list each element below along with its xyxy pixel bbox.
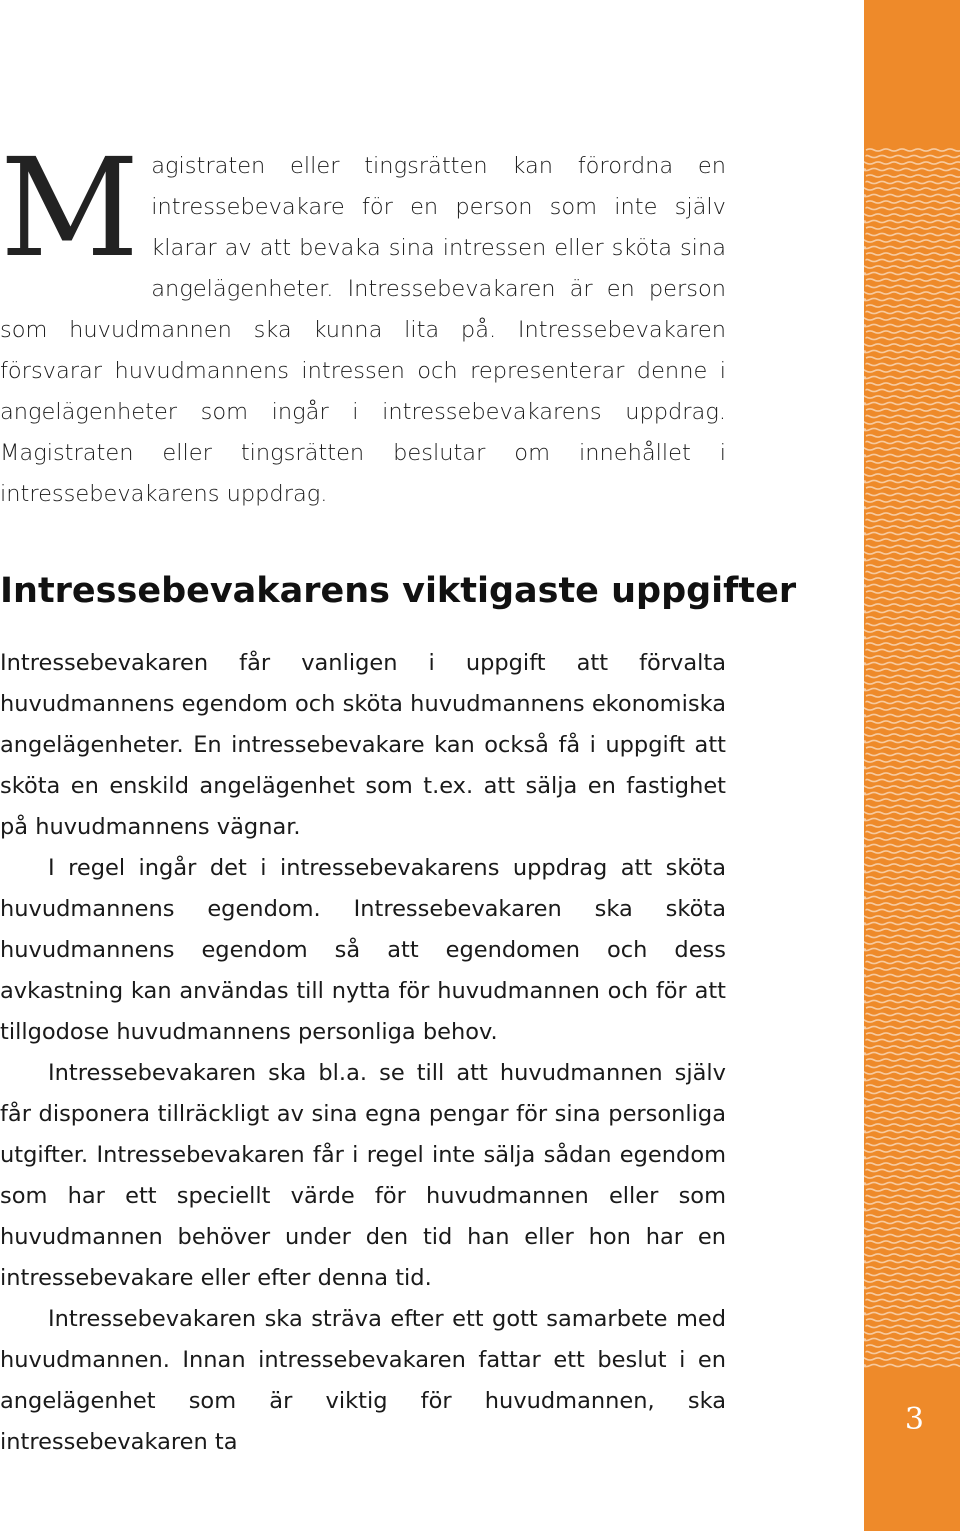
wave-line [864,1156,960,1158]
wave-line [866,1111,960,1113]
wave-line [864,506,960,508]
wave-line [864,968,960,970]
intro-text: agistraten eller tingsrätten kan förordna en intressebevakare för en person som inte själv klarar av att bevaka sina intressen eller sköta sina angelägenheter. Intressebevakaren är en person som huvudmannen ska kunna lita på. Intressebevakaren försvarar huvudmannens intressen och representerar denne i angelägenheter som ingår i intressebevakarens uppdrag. Magistraten eller tingsrätten beslutar om innehållet i intressebevakarens uppdrag. [0,153,726,507]
wave-line [866,1163,960,1165]
wave-line [864,448,960,450]
wave-line [866,389,960,391]
wave-line [864,812,960,814]
wave-line [864,1208,960,1210]
wave-line [866,877,960,879]
wave-line [864,1332,960,1334]
page-content [0,130,797,1463]
wave-line [866,623,960,625]
wave-line [864,552,960,554]
wave-line [866,227,960,229]
wave-line [864,162,960,164]
wave-line [864,974,960,976]
wave-line [866,929,960,931]
wave-line [866,467,960,469]
wave-line [866,207,960,209]
wave-line [866,1195,960,1197]
wave-line [864,916,960,918]
wave-line [866,851,960,853]
wave-line [866,773,960,775]
body-paragraph-1: Intressebevakaren får vanligen i uppgift att förvalta huvudmannens egendom och sköta huvudmannens ekonomiska angelägenheter. En intressebevakare kan också få i uppgift att sköta en enskild angelägenhet som t.ex. att sälja en fastighet på huvudmannens vägnar. [0,650,726,840]
wave-line [864,740,960,742]
wave-line [864,240,960,242]
wave-line [866,1013,960,1015]
wave-line [864,922,960,924]
wave-line [866,1325,960,1327]
wave-line [866,825,960,827]
wave-line [864,246,960,248]
wave-line [866,149,960,151]
wave-line [866,357,960,359]
body-paragraph-4: Intressebevakaren ska sträva efter ett gott samarbete med huvudmannen. Innan intressebevakaren fattar ett beslut i en angelägenhet som är viktig för huvudmannen, ska intressebevakaren ta [0,1306,726,1455]
orange-sidebar [864,0,960,1531]
wave-line [866,747,960,749]
wave-line [864,298,960,300]
wave-line [866,727,960,729]
wave-line [864,786,960,788]
wave-line [866,1351,960,1353]
wave-line [864,948,960,950]
wave-line [866,669,960,671]
wave-line [866,903,960,905]
wave-line [866,1117,960,1119]
wave-line [864,844,960,846]
wave-line [864,1364,960,1366]
wave-line [864,532,960,534]
wave-line [866,779,960,781]
wave-line [864,896,960,898]
wave-line [866,675,960,677]
wave-line [864,1104,960,1106]
wave-line [866,493,960,495]
wave-line [864,838,960,840]
wave-line [864,1150,960,1152]
wave-line [864,610,960,612]
wave-line [864,708,960,710]
wave-line [866,591,960,593]
wave-line [866,701,960,703]
wave-line [866,519,960,521]
wave-line [866,1241,960,1243]
wave-line [864,578,960,580]
wave-line [866,461,960,463]
wave-line [866,155,960,157]
wave-line [866,955,960,957]
wave-line [864,318,960,320]
wave-line [866,753,960,755]
wave-line [866,337,960,339]
wave-line [864,1052,960,1054]
wave-line [866,1221,960,1223]
wave-line [866,1085,960,1087]
wave-line [866,597,960,599]
wave-line [866,1215,960,1217]
wave-line [864,994,960,996]
wave-line [866,831,960,833]
wave-line [866,545,960,547]
wave-line [866,441,960,443]
wave-line [866,1319,960,1321]
wave-line [866,1059,960,1061]
wave-line [864,1358,960,1360]
wave-line [864,1312,960,1314]
wave-line [864,1228,960,1230]
wave-line [864,1176,960,1178]
wave-line [866,987,960,989]
wave-line [866,175,960,177]
wave-line [864,1020,960,1022]
wave-line [864,688,960,690]
drop-cap: M [0,130,140,288]
body-paragraph-3: Intressebevakaren ska bl.a. se till att huvudmannen själv får disponera tillräckligt av sina egna pengar för sina personliga utgifter. Intressebevakaren får i regel inte sälja sådan egendom som har ett speciellt värde för huvudmannen eller som huvudmannen behöver under den tid han eller hon har en intressebevakare eller efter denna tid. [0,1060,726,1291]
wave-line [866,857,960,859]
wave-line [864,682,960,684]
wave-line [866,883,960,885]
wave-line [864,428,960,430]
wave-line [864,1072,960,1074]
wave-line [866,1293,960,1295]
wave-line [864,1254,960,1256]
wave-line [864,266,960,268]
intro-paragraph [0,130,726,515]
wave-line [864,1124,960,1126]
page-number: 3 [904,1402,924,1437]
wave-line [866,1143,960,1145]
wave-line [864,1046,960,1048]
wave-line [864,376,960,378]
wave-line [864,1098,960,1100]
wave-line [864,292,960,294]
wave-line [864,214,960,216]
wave-line [864,714,960,716]
wave-line [864,474,960,476]
wave-line [864,1130,960,1132]
wave-line [866,435,960,437]
wave-line [864,194,960,196]
wave-line [864,558,960,560]
wave-line [864,1280,960,1282]
wave-line [864,526,960,528]
wave-line [864,220,960,222]
wave-line [864,1182,960,1184]
wave-line [866,311,960,313]
wave-line [866,1039,960,1041]
wave-line [864,792,960,794]
wave-line [864,272,960,274]
wave-line [864,636,960,638]
wave-line [866,363,960,365]
wave-line [866,201,960,203]
wave-line [864,1078,960,1080]
wave-line [864,1338,960,1340]
wave-line [864,864,960,866]
wave-line [864,1234,960,1236]
body-paragraph-2: I regel ingår det i intressebevakarens uppdrag att sköta huvudmannens egendom. Intressebevakaren ska sköta huvudmannens egendom så att egendomen och dess avkastning kan användas till nytta för huvudmannen och för att tillgodose huvudmannens personliga behov. [0,855,726,1045]
wave-line [866,305,960,307]
wave-line [866,1267,960,1269]
wave-line [864,1306,960,1308]
wave-line [864,1260,960,1262]
wave-line [864,324,960,326]
wave-line [864,942,960,944]
wave-line [866,1137,960,1139]
wave-line [866,565,960,567]
wave-line [864,422,960,424]
wave-line [866,1247,960,1249]
wave-line [864,760,960,762]
wave-line [864,630,960,632]
wave-line [866,233,960,235]
wave-line [864,870,960,872]
wave-line [866,617,960,619]
wave-line [866,415,960,417]
wave-line [864,584,960,586]
wave-line [864,818,960,820]
wave-line [866,513,960,515]
wave-line [866,1273,960,1275]
wave-line [866,1189,960,1191]
wave-line [866,331,960,333]
wave-line [866,285,960,287]
wave-line [864,344,960,346]
wave-line [864,402,960,404]
wave-line [864,1000,960,1002]
wave-line [866,181,960,183]
wave-line [866,643,960,645]
wave-line [864,1286,960,1288]
wave-line [866,1007,960,1009]
wave-line [866,383,960,385]
wave-line [864,188,960,190]
wave-line [866,487,960,489]
wave-line [866,981,960,983]
wave-line [866,935,960,937]
wave-line [866,1345,960,1347]
wave-line [864,454,960,456]
wave-line [866,539,960,541]
wave-line [866,695,960,697]
section-heading: Intressebevakarens viktigaste uppgifter [0,571,797,611]
wave-line [864,1026,960,1028]
wave-line [866,1033,960,1035]
wave-line [864,734,960,736]
wave-line [866,961,960,963]
wave-line [864,500,960,502]
wave-line [866,1169,960,1171]
wave-line [866,1065,960,1067]
wave-line [866,721,960,723]
wave-pattern [864,0,960,1531]
wave-line [864,766,960,768]
wave-line [866,1299,960,1301]
wave-line [866,409,960,411]
wave-line [864,604,960,606]
wave-line [864,396,960,398]
wave-line [866,805,960,807]
wave-line [866,909,960,911]
wave-line [866,253,960,255]
wave-line [864,662,960,664]
wave-line [866,571,960,573]
wave-line [864,656,960,658]
wave-line [864,480,960,482]
wave-line [866,1091,960,1093]
wave-line [864,370,960,372]
wave-line [864,1202,960,1204]
wave-line [864,168,960,170]
wave-line [866,259,960,261]
wave-line [866,279,960,281]
wave-line [866,799,960,801]
wave-line [864,890,960,892]
wave-line [864,350,960,352]
wave-line [866,649,960,651]
